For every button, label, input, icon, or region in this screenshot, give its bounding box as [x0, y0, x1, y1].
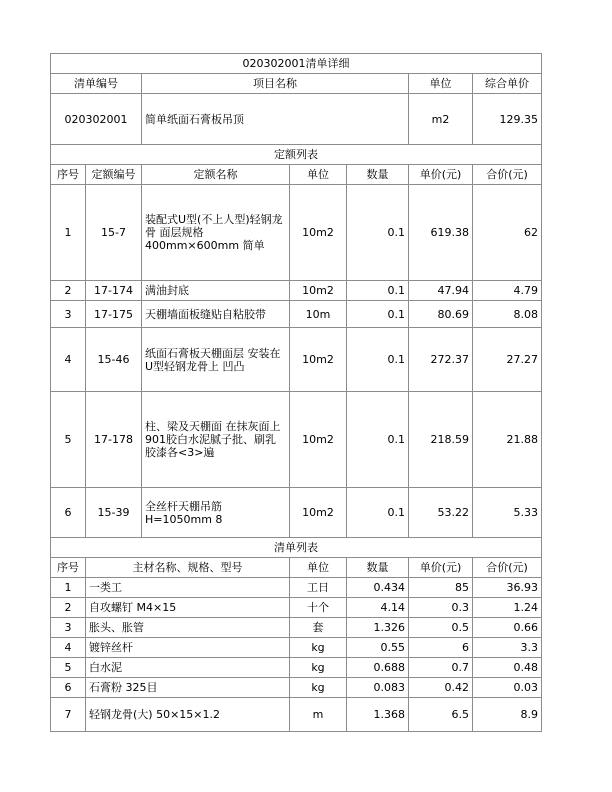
material-name: 胀头、胀管: [86, 618, 290, 638]
quota-unit: 10m2: [290, 328, 347, 392]
quota-no: 3: [51, 301, 86, 328]
material-header-total: 合价(元): [473, 558, 542, 578]
material-price: 6.5: [409, 698, 473, 732]
material-header-price: 单价(元): [409, 558, 473, 578]
quota-total: 8.08: [473, 301, 542, 328]
quota-row: [51, 185, 542, 281]
quota-header-name: 定额名称: [142, 165, 290, 185]
material-unit: 十个: [290, 598, 347, 618]
material-price: 0.7: [409, 658, 473, 678]
material-row: [51, 638, 542, 658]
quota-unit: 10m2: [290, 488, 347, 538]
quota-code: 15-7: [86, 185, 142, 281]
material-unit: kg: [290, 638, 347, 658]
item-name: 简单纸面石膏板吊顶: [142, 94, 409, 145]
material-price: 6: [409, 638, 473, 658]
quota-qty: 0.1: [347, 301, 409, 328]
quota-no: 4: [51, 328, 86, 392]
quota-code: 17-178: [86, 392, 142, 488]
quota-price: 80.69: [409, 301, 473, 328]
material-row: [51, 598, 542, 618]
quota-code: 17-174: [86, 281, 142, 301]
material-total: 36.93: [473, 578, 542, 598]
material-header-row: [51, 558, 542, 578]
quota-qty: 0.1: [347, 185, 409, 281]
quota-title-row: [51, 145, 542, 165]
material-row: [51, 618, 542, 638]
quota-no: 6: [51, 488, 86, 538]
material-no: 7: [51, 698, 86, 732]
table-title: 020302001清单详细: [51, 54, 542, 74]
quota-code: 15-46: [86, 328, 142, 392]
quota-unit: 10m2: [290, 392, 347, 488]
quota-code: 15-39: [86, 488, 142, 538]
material-qty: 1.326: [347, 618, 409, 638]
material-total: 3.3: [473, 638, 542, 658]
quota-total: 21.88: [473, 392, 542, 488]
material-name: 石膏粉 325目: [86, 678, 290, 698]
material-name: 一类工: [86, 578, 290, 598]
material-qty: 4.14: [347, 598, 409, 618]
quota-no: 1: [51, 185, 86, 281]
material-name: 轻钢龙骨(大) 50×15×1.2: [86, 698, 290, 732]
quota-row: [51, 301, 542, 328]
material-header-unit: 单位: [290, 558, 347, 578]
material-no: 5: [51, 658, 86, 678]
material-row: [51, 578, 542, 598]
material-row: [51, 698, 542, 732]
material-price: 0.3: [409, 598, 473, 618]
quota-total: 27.27: [473, 328, 542, 392]
material-unit: 工日: [290, 578, 347, 598]
quota-qty: 0.1: [347, 392, 409, 488]
quota-qty: 0.1: [347, 281, 409, 301]
quota-unit: 10m2: [290, 185, 347, 281]
material-unit: m: [290, 698, 347, 732]
quota-code: 17-175: [86, 301, 142, 328]
material-total: 1.24: [473, 598, 542, 618]
material-unit: kg: [290, 658, 347, 678]
quota-header-no: 序号: [51, 165, 86, 185]
bill-detail-table: [50, 53, 542, 732]
material-qty: 0.55: [347, 638, 409, 658]
material-row: [51, 678, 542, 698]
quota-row: [51, 328, 542, 392]
material-row: [51, 658, 542, 678]
material-no: 3: [51, 618, 86, 638]
quota-total: 4.79: [473, 281, 542, 301]
material-header-no: 序号: [51, 558, 86, 578]
material-total: 0.48: [473, 658, 542, 678]
header-row: [51, 74, 542, 94]
quota-name: 装配式U型(不上人型)轻钢龙骨 面层规格400mm×600mm 简单: [142, 185, 290, 281]
material-qty: 0.688: [347, 658, 409, 678]
material-no: 4: [51, 638, 86, 658]
quota-name: 全丝杆天棚吊筋 H=1050mm 8: [142, 488, 290, 538]
quota-no: 2: [51, 281, 86, 301]
material-price: 85: [409, 578, 473, 598]
quota-row: [51, 281, 542, 301]
header-price: 综合单价: [473, 74, 542, 94]
quota-name: 满油封底: [142, 281, 290, 301]
quota-section-title: 定额列表: [51, 145, 542, 165]
quota-header-code: 定额编号: [86, 165, 142, 185]
material-name: 白水泥: [86, 658, 290, 678]
quota-price: 47.94: [409, 281, 473, 301]
quota-price: 619.38: [409, 185, 473, 281]
material-qty: 1.368: [347, 698, 409, 732]
material-price: 0.42: [409, 678, 473, 698]
material-total: 8.9: [473, 698, 542, 732]
quota-price: 272.37: [409, 328, 473, 392]
item-price: 129.35: [473, 94, 542, 145]
material-name: 自攻螺钉 M4×15: [86, 598, 290, 618]
quota-name: 天棚墙面板缝贴自粘胶带: [142, 301, 290, 328]
material-unit: kg: [290, 678, 347, 698]
material-no: 6: [51, 678, 86, 698]
header-unit: 单位: [409, 74, 473, 94]
item-row: [51, 94, 542, 145]
quota-price: 218.59: [409, 392, 473, 488]
material-header-qty: 数量: [347, 558, 409, 578]
quota-name: 柱、梁及天棚面 在抹灰面上901胶白水泥腻子批、刷乳胶漆各<3>遍: [142, 392, 290, 488]
quota-header-qty: 数量: [347, 165, 409, 185]
quota-header-total: 合价(元): [473, 165, 542, 185]
quota-header-price: 单价(元): [409, 165, 473, 185]
quota-header-unit: 单位: [290, 165, 347, 185]
item-code: 020302001: [51, 94, 142, 145]
quota-qty: 0.1: [347, 488, 409, 538]
material-unit: 套: [290, 618, 347, 638]
material-name: 镀锌丝杆: [86, 638, 290, 658]
quota-total: 62: [473, 185, 542, 281]
material-qty: 0.434: [347, 578, 409, 598]
material-no: 1: [51, 578, 86, 598]
quota-unit: 10m: [290, 301, 347, 328]
quota-name: 纸面石膏板天棚面层 安装在U型轻钢龙骨上 凹凸: [142, 328, 290, 392]
quota-row: [51, 392, 542, 488]
quota-price: 53.22: [409, 488, 473, 538]
quota-unit: 10m2: [290, 281, 347, 301]
material-no: 2: [51, 598, 86, 618]
material-qty: 0.083: [347, 678, 409, 698]
quota-row: [51, 488, 542, 538]
item-unit: m2: [409, 94, 473, 145]
material-section-title: 清单列表: [51, 538, 542, 558]
material-title-row: [51, 538, 542, 558]
material-header-name: 主材名称、规格、型号: [86, 558, 290, 578]
header-name: 项目名称: [142, 74, 409, 94]
material-total: 0.66: [473, 618, 542, 638]
quota-qty: 0.1: [347, 328, 409, 392]
quota-total: 5.33: [473, 488, 542, 538]
quota-header-row: [51, 165, 542, 185]
quota-no: 5: [51, 392, 86, 488]
header-code: 清单编号: [51, 74, 142, 94]
material-total: 0.03: [473, 678, 542, 698]
title-row: [51, 54, 542, 74]
material-price: 0.5: [409, 618, 473, 638]
